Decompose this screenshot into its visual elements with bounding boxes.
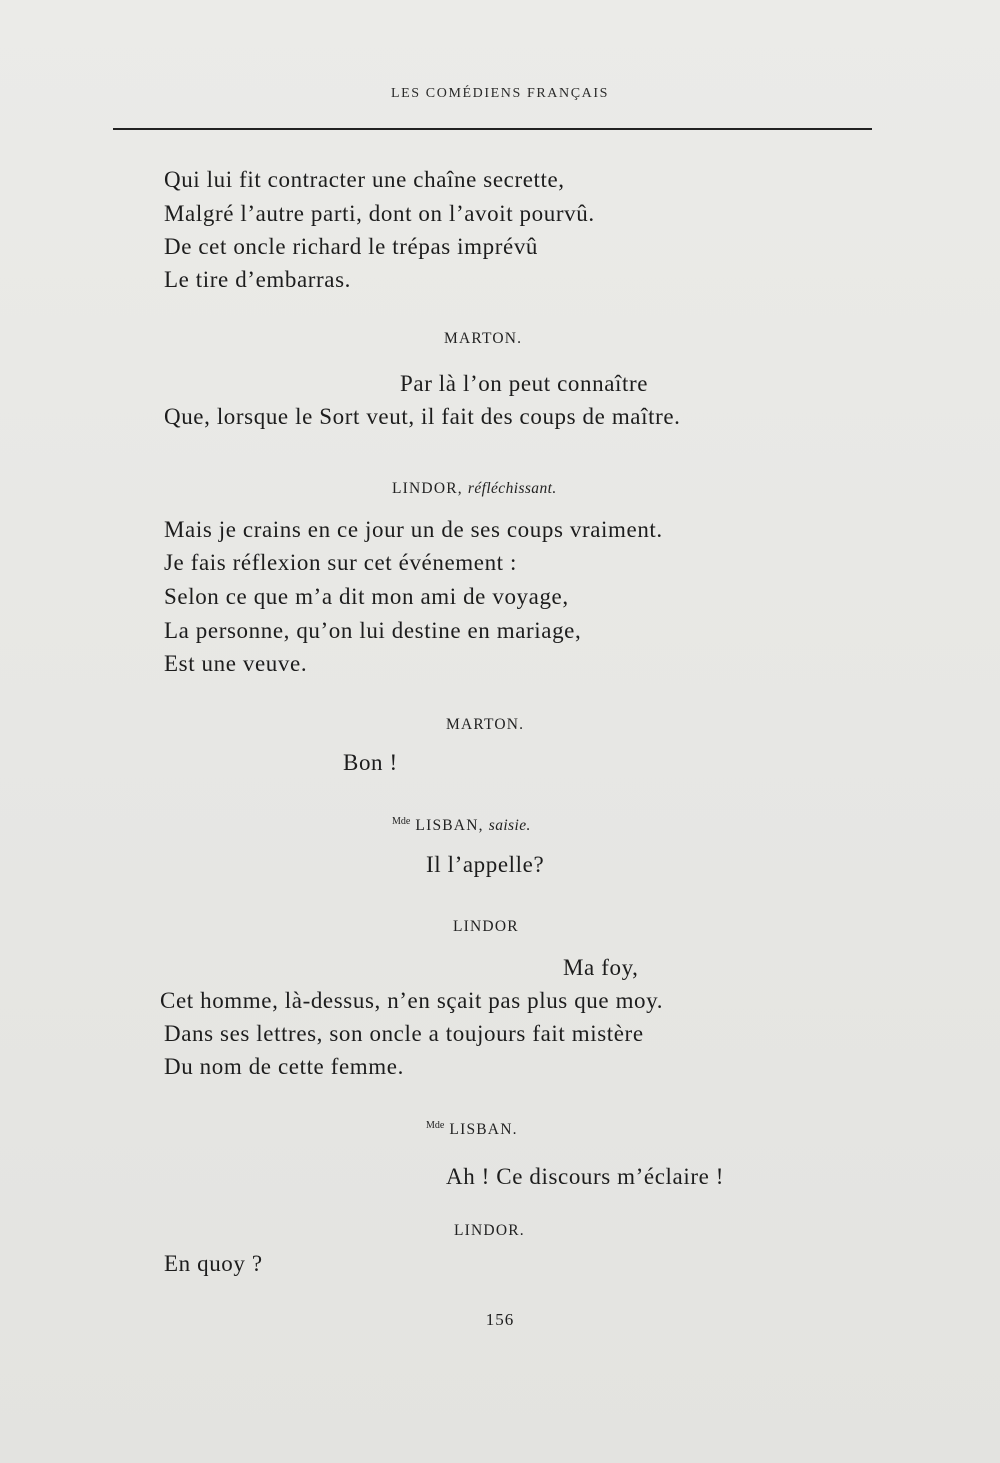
- stage-direction: réfléchissant.: [467, 480, 557, 497]
- title-abbreviation: Mde: [426, 1120, 445, 1131]
- speaker-name: LISBAN.: [449, 1121, 518, 1138]
- verse-line: Bon !: [343, 750, 398, 775]
- verse-line: Qui lui fit contracter une chaîne secrette,: [164, 167, 565, 192]
- verse-line: De cet oncle richard le trépas imprévû: [164, 234, 539, 259]
- speaker-label: LINDOR.: [454, 1222, 525, 1239]
- verse-line: Ah ! Ce discours m’éclaire !: [446, 1164, 725, 1189]
- verse-line: Ma foy,: [563, 955, 639, 980]
- verse-line: En quoy ?: [164, 1251, 263, 1276]
- verse-line: Est une veuve.: [164, 651, 308, 676]
- verse-line: Le tire d’embarras.: [164, 267, 351, 292]
- speaker-label: MARTON.: [446, 716, 525, 733]
- page-number: 156: [485, 1310, 515, 1329]
- verse-line: Que, lorsque le Sort veut, il fait des coups de maître.: [164, 404, 681, 429]
- verse-line: Il l’appelle?: [426, 852, 545, 877]
- verse-line: Cet homme, là-dessus, n’en sçait pas plus que moy.: [160, 988, 664, 1013]
- title-abbreviation: Mde: [392, 816, 411, 827]
- verse-line: Du nom de cette femme.: [164, 1054, 404, 1079]
- verse-line: Je fais réflexion sur cet événement :: [164, 550, 518, 575]
- speaker-label: [392, 816, 531, 835]
- header-rule: [113, 128, 872, 130]
- verse-line: Mais je crains en ce jour un de ses coups vraiment.: [164, 517, 663, 542]
- speaker-name: LISBAN,: [415, 817, 484, 834]
- speaker-name: LINDOR,: [392, 480, 463, 497]
- speaker-label: MARTON.: [444, 330, 523, 347]
- running-head: LES COMÉDIENS FRANÇAIS: [391, 86, 609, 101]
- verse-line: Selon ce que m’a dit mon ami de voyage,: [164, 584, 569, 609]
- verse-line: Dans ses lettres, son oncle a toujours fait mistère: [164, 1021, 644, 1046]
- verse-line: Malgré l’autre parti, dont on l’avoit pourvû.: [164, 201, 595, 226]
- verse-line: La personne, qu’on lui destine en mariage,: [164, 618, 582, 643]
- verse-line: Par là l’on peut connaître: [400, 371, 649, 396]
- speaker-label: [392, 480, 557, 498]
- stage-direction: saisie.: [488, 817, 531, 834]
- speaker-label: [426, 1120, 518, 1139]
- speaker-label: LINDOR: [453, 918, 519, 935]
